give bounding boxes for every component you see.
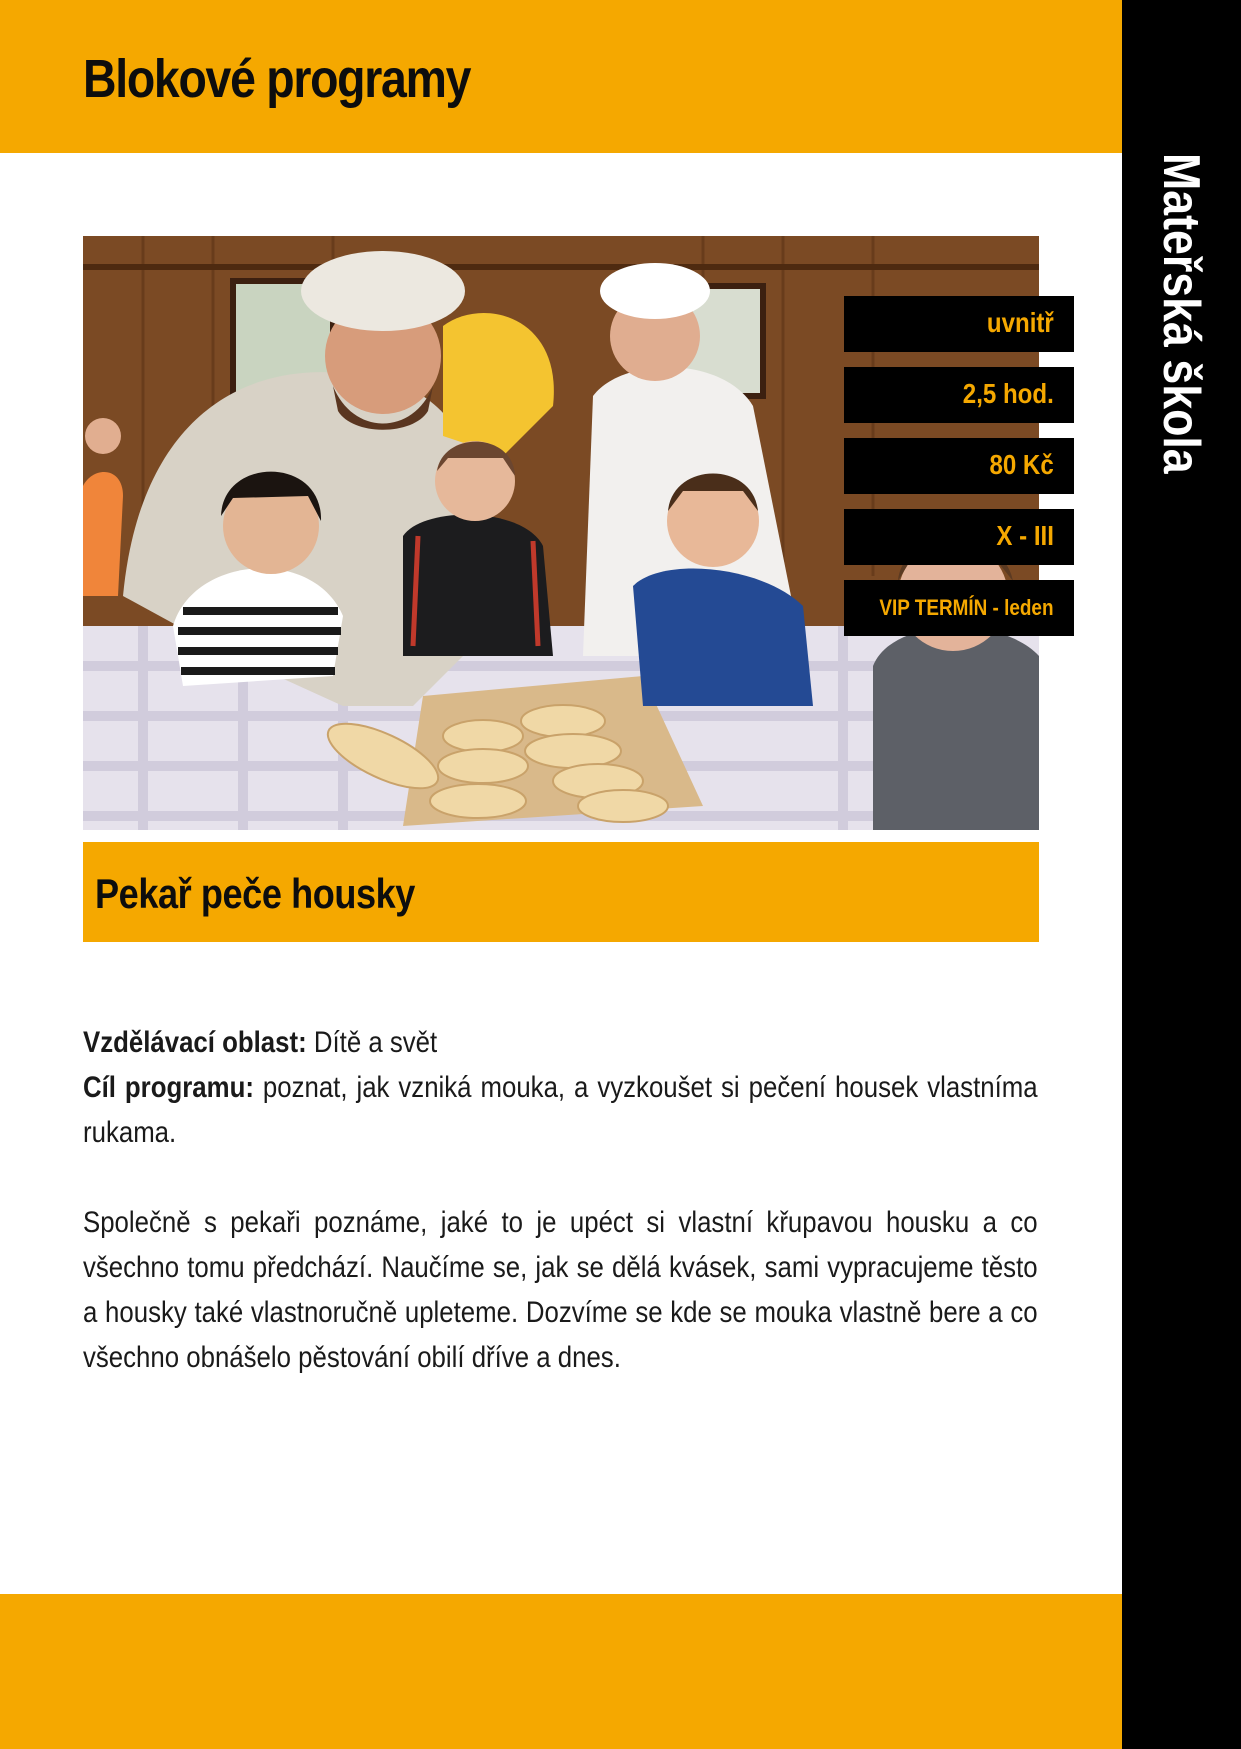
price-tag-label: 80 Kč xyxy=(989,449,1054,480)
area-label: Vzdělávací oblast: xyxy=(83,1026,307,1059)
area-line xyxy=(83,1020,1038,1065)
vip-date-tag xyxy=(844,580,1074,636)
description-paragraph: Společně s pekaři poznáme, jaké to je upéct si vlastní křupavou housku a co všechno tomu předchází. Naučíme se, jak se dělá kvásek, sami vypracujeme těsto a housky také vlastnoručně upleteme. Dozvíme se kde se mouka vlastně bere a co všechno obnášelo pěstování obilí dříve a dnes. xyxy=(83,1206,1038,1374)
area-value: Dítě a svět xyxy=(306,1026,438,1059)
goal-value: poznat, jak vzniká mouka, a vyzkoušet si pečení housek vlastníma rukama. xyxy=(83,1071,1038,1149)
duration-tag xyxy=(844,367,1074,423)
program-title-band xyxy=(83,842,1039,942)
months-tag xyxy=(844,509,1074,565)
footer-band xyxy=(0,1594,1122,1749)
paragraph-gap xyxy=(83,1155,1038,1200)
duration-tag-label: 2,5 hod. xyxy=(963,378,1054,409)
page-title: Blokové programy xyxy=(83,49,471,109)
program-title: Pekař peče housky xyxy=(95,870,415,917)
header-band xyxy=(0,0,1122,153)
goal-line xyxy=(83,1065,1038,1155)
program-description xyxy=(83,1020,1038,1380)
vip-date-tag-label: VIP TERMÍN - leden xyxy=(879,595,1054,620)
side-category-label: Mateřská škola xyxy=(1152,153,1210,474)
location-tag xyxy=(844,296,1074,352)
price-tag xyxy=(844,438,1074,494)
location-tag-label: uvnitř xyxy=(987,307,1054,338)
goal-label: Cíl programu: xyxy=(83,1071,254,1104)
months-tag-label: X - III xyxy=(996,520,1054,551)
